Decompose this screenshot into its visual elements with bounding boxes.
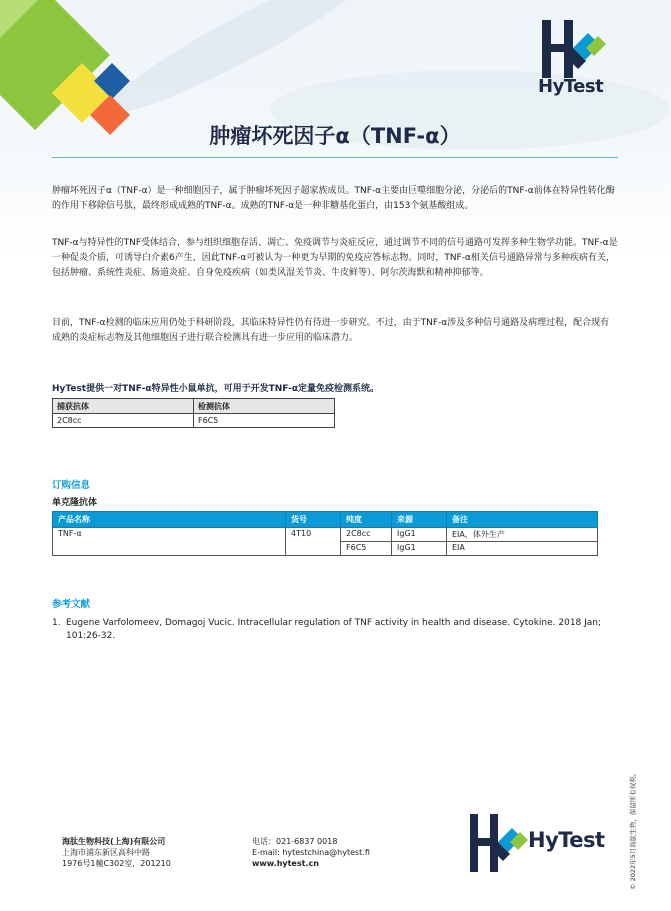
email-link[interactable]: E-mail: hytestchina@hytest.fi: [252, 848, 370, 857]
header-purity: 纯度: [341, 512, 392, 528]
page-title: 肿瘤坏死因子α（TNF-α）: [209, 124, 461, 148]
cell-detection: F6C5: [194, 414, 335, 428]
reference-number: 1.: [52, 618, 61, 628]
copyright-note: © 2022年5月海肽生物，保留所有权利。: [629, 769, 637, 890]
paragraph-1: 肿瘤坏死因子α（TNF-α）是一种细胞因子，属于肿瘤坏死因子超家族成员。TNF-α主要由巨噬细胞分泌，分泌后的TNF-α前体在特异性转化酶的作用下移除信号肽，最终形成成熟的TNF-α。成熟的TNF-α是一种非糖基化蛋白，由153个氨基酸组成。: [52, 186, 615, 211]
cell-source: IgG1: [392, 542, 447, 556]
reference-text: Eugene Varfolomeev, Domagoj Vucic. Intracellular regulation of TNF activity in health and disease. Cytokine. 2018 Jan; 101:26-32.: [66, 618, 602, 641]
phone: 电话：021-6837 0018: [252, 837, 338, 846]
paragraph-3: 目前，TNF-α检测的临床应用仍处于科研阶段，其临床特异性仍有待进一步研究。不过，由于TNF-α涉及多种信号通路及病理过程，配合现有成熟的炎症标志物及其他细胞因子进行联合检测具有进一步应用的临床潜力。: [52, 318, 610, 343]
table-header-row: [53, 512, 598, 528]
cell-product: TNF-α: [53, 528, 286, 556]
brand-wordmark: HyTest: [538, 76, 604, 97]
header-capture: 捕获抗体: [53, 399, 194, 414]
antibody-intro: HyTest提供一对TNF-α特异性小鼠单抗，可用于开发TNF-α定量免疫检测系统。: [52, 384, 380, 394]
cell-clone: F6C5: [341, 542, 392, 556]
ordering-subheading: 单克隆抗体: [52, 498, 98, 508]
antibody-pair-table: [52, 398, 335, 428]
header-source: 来源: [392, 512, 447, 528]
ordering-table: [52, 511, 598, 556]
company-name: 海肽生物科技(上海)有限公司: [62, 837, 166, 846]
header-note: 备注: [447, 512, 598, 528]
cell-clone: 2C8cc: [341, 528, 392, 542]
ordering-heading: 订购信息: [52, 480, 91, 491]
cell-catalog: 4T10: [286, 528, 341, 556]
cell-capture: 2C8cc: [53, 414, 194, 428]
table-header-row: [53, 399, 335, 414]
references-heading: 参考文献: [52, 599, 91, 610]
cell-note: EIA: [447, 542, 598, 556]
website-link[interactable]: www.hytest.cn: [252, 859, 319, 868]
table-row: [53, 528, 598, 542]
address-line-2: 1976号1幢C302室，201210: [62, 859, 171, 868]
header-catalog: 货号: [286, 512, 341, 528]
footer-contact: [252, 836, 370, 869]
footer-brand-wordmark: HyTest: [528, 828, 605, 852]
header-product: 产品名称: [53, 512, 286, 528]
address-line-1: 上海市浦东新区高科中路: [62, 848, 150, 857]
cell-source: IgG1: [392, 528, 447, 542]
cell-note: EIA，体外生产: [447, 528, 598, 542]
title-divider: [52, 157, 618, 158]
paragraph-2: TNF-α与特异性的TNF受体结合，参与组织细胞存活、凋亡、免疫调节与炎症反应，通过调节不同的信号通路可发挥多种生物学功能。TNF-α是一种促炎介质，可诱导白介素6产生，因此TNF-α可被认为一种更为早期的免疫应答标志物。同时，TNF-α相关信号通路异常与多种疾病有关，包括肿瘤、系统性炎症、肠道炎症、自身免疫疾病（如类风湿关节炎、牛皮鲜等）、阿尔茨海默和精神抑郁等。: [52, 238, 618, 278]
header-detection: 检测抗体: [194, 399, 335, 414]
footer-company: [62, 836, 171, 869]
reference-item: [52, 617, 612, 643]
hytest-footer-logo-icon: [468, 812, 530, 876]
table-row: [53, 414, 335, 428]
